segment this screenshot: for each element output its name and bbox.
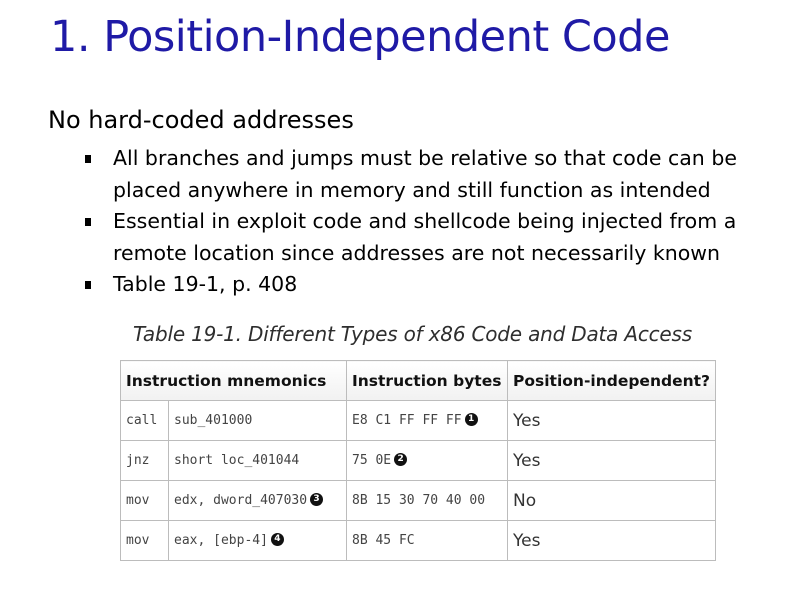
callout-number-icon: 3: [310, 493, 323, 506]
bullet-item: [85, 143, 775, 206]
bytes-text: 8B 15 30 70 40 00: [352, 493, 486, 508]
operand-cell: [169, 441, 347, 481]
header-instruction-mnemonics: Instruction mnemonics: [121, 361, 347, 401]
square-bullet-icon: [85, 281, 91, 289]
mnemonic-cell: mov: [121, 481, 169, 521]
callout-number-icon: 4: [271, 533, 284, 546]
bullet-item: [85, 269, 775, 301]
answer-cell: Yes: [508, 521, 716, 561]
table-row: [121, 401, 716, 441]
answer-cell: Yes: [508, 441, 716, 481]
bytes-cell: [347, 481, 508, 521]
square-bullet-icon: [85, 155, 91, 163]
operand-text: eax, [ebp-4]: [174, 533, 268, 548]
bullet-text: All branches and jumps must be relative so that code can be placed anywhere in memory and still function as intended: [113, 146, 737, 202]
operand-cell: [169, 401, 347, 441]
bytes-cell: [347, 401, 508, 441]
bullet-text: Table 19-1, p. 408: [113, 272, 298, 296]
operand-text: sub_401000: [174, 413, 253, 428]
slide-title: 1. Position-Independent Code: [50, 12, 670, 62]
operand-cell: [169, 521, 347, 561]
bytes-cell: [347, 441, 508, 481]
slide-subtitle: No hard-coded addresses: [48, 106, 354, 134]
bytes-cell: [347, 521, 508, 561]
table-row: [121, 481, 716, 521]
table-row: [121, 441, 716, 481]
bullet-text: Essential in exploit code and shellcode being injected from a remote location since addresses are not necessarily known: [113, 209, 737, 265]
mnemonic-cell: call: [121, 401, 169, 441]
header-instruction-bytes: Instruction bytes: [347, 361, 508, 401]
callout-number-icon: 2: [394, 453, 407, 466]
answer-cell: Yes: [508, 401, 716, 441]
operand-text: short loc_401044: [174, 453, 300, 468]
table-row: [121, 521, 716, 561]
answer-cell: No: [508, 481, 716, 521]
instruction-table: [120, 360, 716, 561]
callout-number-icon: 1: [465, 413, 478, 426]
operand-cell: [169, 481, 347, 521]
mnemonic-cell: mov: [121, 521, 169, 561]
operand-text: edx, dword_407030: [174, 493, 308, 508]
bytes-text: 8B 45 FC: [352, 533, 415, 548]
square-bullet-icon: [85, 218, 91, 226]
bytes-text: E8 C1 FF FF FF: [352, 413, 462, 428]
mnemonic-cell: jnz: [121, 441, 169, 481]
bullet-item: [85, 206, 775, 269]
table-header-row: [121, 361, 716, 401]
header-position-independent: Position-independent?: [508, 361, 716, 401]
bytes-text: 75 0E: [352, 453, 392, 468]
bullet-list: [85, 143, 775, 301]
table-caption: Table 19-1. Different Types of x86 Code and Data Access: [133, 322, 692, 346]
